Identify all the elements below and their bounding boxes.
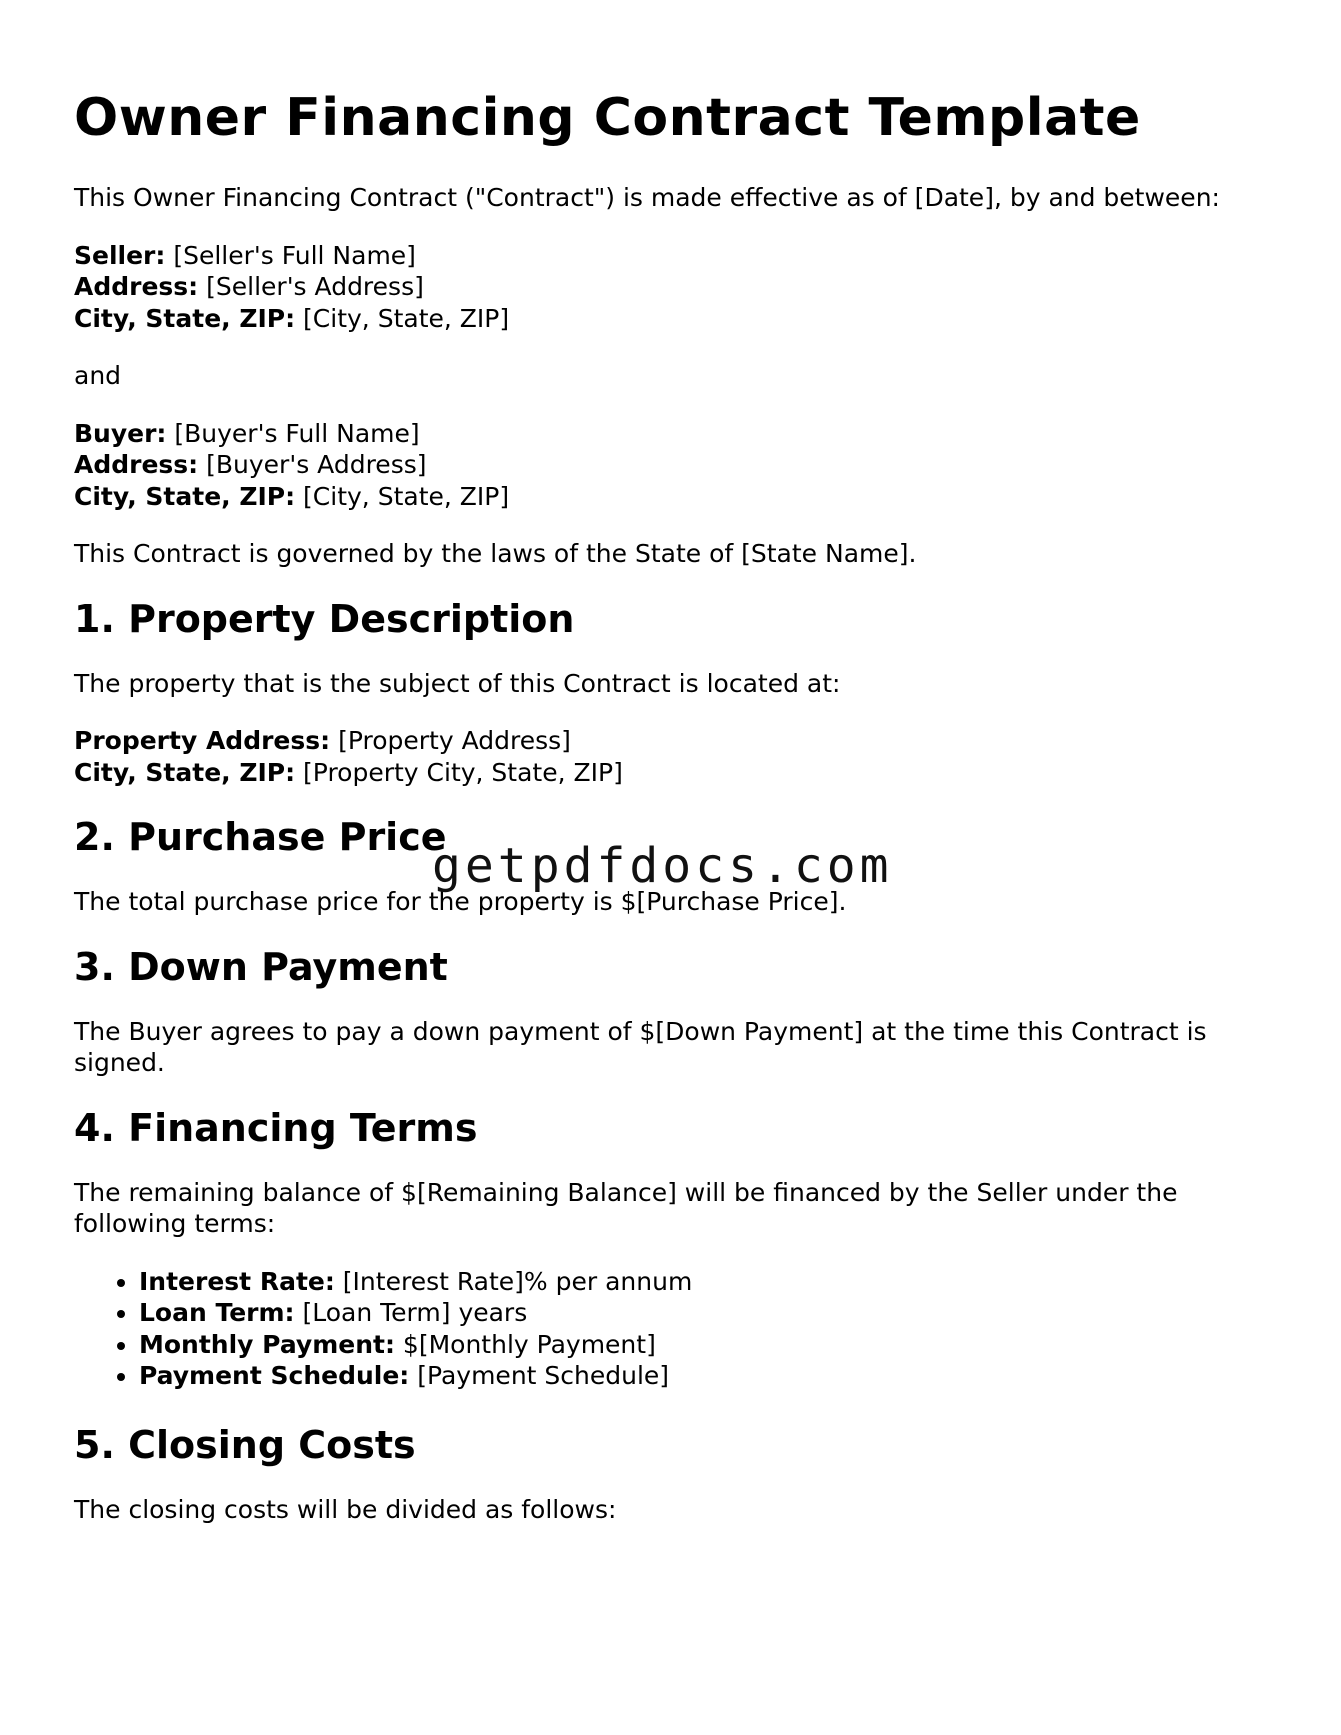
buyer-city-line	[74, 481, 1274, 513]
financing-paragraph: The remaining balance of $[Remaining Balance] will be financed by the Seller under the following terms:	[74, 1177, 1178, 1238]
seller-city-value: [City, State, ZIP]	[295, 303, 510, 333]
property-address-line	[74, 725, 1274, 757]
seller-name-value: [Seller's Full Name]	[165, 240, 416, 270]
buyer-block	[74, 418, 1274, 513]
list-item	[139, 1297, 1274, 1329]
section-heading-down-payment: 3. Down Payment	[74, 944, 448, 989]
list-item	[139, 1360, 1274, 1392]
seller-name-line	[74, 240, 1274, 272]
buyer-address-line	[74, 449, 1274, 481]
governing-law-paragraph: This Contract is governed by the laws of the State of [State Name].	[74, 539, 917, 568]
buyer-address-label: Address:	[74, 450, 199, 479]
document-page	[74, 88, 1274, 1551]
term-value: [Loan Term] years	[294, 1298, 528, 1327]
buyer-name-value: [Buyer's Full Name]	[166, 418, 420, 448]
term-label: Loan Term:	[139, 1298, 295, 1327]
property-paragraph: The property that is the subject of this Contract is located at:	[74, 668, 841, 698]
section-heading-closing-costs: 5. Closing Costs	[74, 1422, 416, 1467]
property-address-value: [Property Address]	[330, 726, 571, 755]
list-item	[139, 1266, 1274, 1298]
term-label: Payment Schedule:	[139, 1361, 410, 1390]
section-heading-price: 2. Purchase Price	[74, 815, 447, 859]
buyer-name-line	[74, 418, 1274, 450]
buyer-city-label: City, State, ZIP:	[74, 481, 296, 511]
section-heading-financing: 4. Financing Terms	[74, 1105, 478, 1150]
term-value: [Payment Schedule]	[409, 1361, 670, 1390]
term-label: Monthly Payment:	[139, 1329, 395, 1359]
section-heading-property: 1. Property Description	[74, 596, 575, 641]
term-value: [Interest Rate]% per annum	[334, 1266, 693, 1296]
seller-address-value: [Seller's Address]	[198, 272, 424, 301]
seller-address-label: Address:	[74, 272, 199, 301]
buyer-name-label: Buyer:	[74, 418, 167, 448]
intro-paragraph: This Owner Financing Contract ("Contract") is made effective as of [Date], by and between:	[74, 183, 1220, 212]
document-title: Owner Financing Contract Template	[74, 88, 1141, 148]
buyer-address-value: [Buyer's Address]	[198, 450, 427, 479]
property-address-label: Property Address:	[74, 726, 331, 755]
seller-name-label: Seller:	[74, 240, 166, 270]
list-item	[139, 1329, 1274, 1361]
term-value: $[Monthly Payment]	[394, 1329, 656, 1359]
seller-city-label: City, State, ZIP:	[74, 303, 296, 333]
property-city-label: City, State, ZIP:	[74, 757, 296, 787]
down-payment-paragraph: The Buyer agrees to pay a down payment of $[Down Payment] at the time this Contract is signed.	[74, 1016, 1207, 1077]
financing-terms-list	[74, 1266, 1274, 1392]
property-address-block	[74, 725, 1274, 788]
watermark: getpdfdocs.com	[432, 838, 893, 894]
property-city-value: [Property City, State, ZIP]	[295, 757, 623, 787]
seller-city-line	[74, 303, 1274, 335]
seller-address-line	[74, 271, 1274, 303]
buyer-city-value: [City, State, ZIP]	[295, 481, 510, 511]
seller-block	[74, 240, 1274, 335]
price-paragraph: The total purchase price for the property is $[Purchase Price].	[74, 887, 847, 916]
term-label: Interest Rate:	[139, 1266, 335, 1296]
property-city-line	[74, 757, 1274, 789]
closing-costs-paragraph: The closing costs will be divided as follows:	[74, 1494, 617, 1524]
and-text: and	[74, 361, 122, 390]
